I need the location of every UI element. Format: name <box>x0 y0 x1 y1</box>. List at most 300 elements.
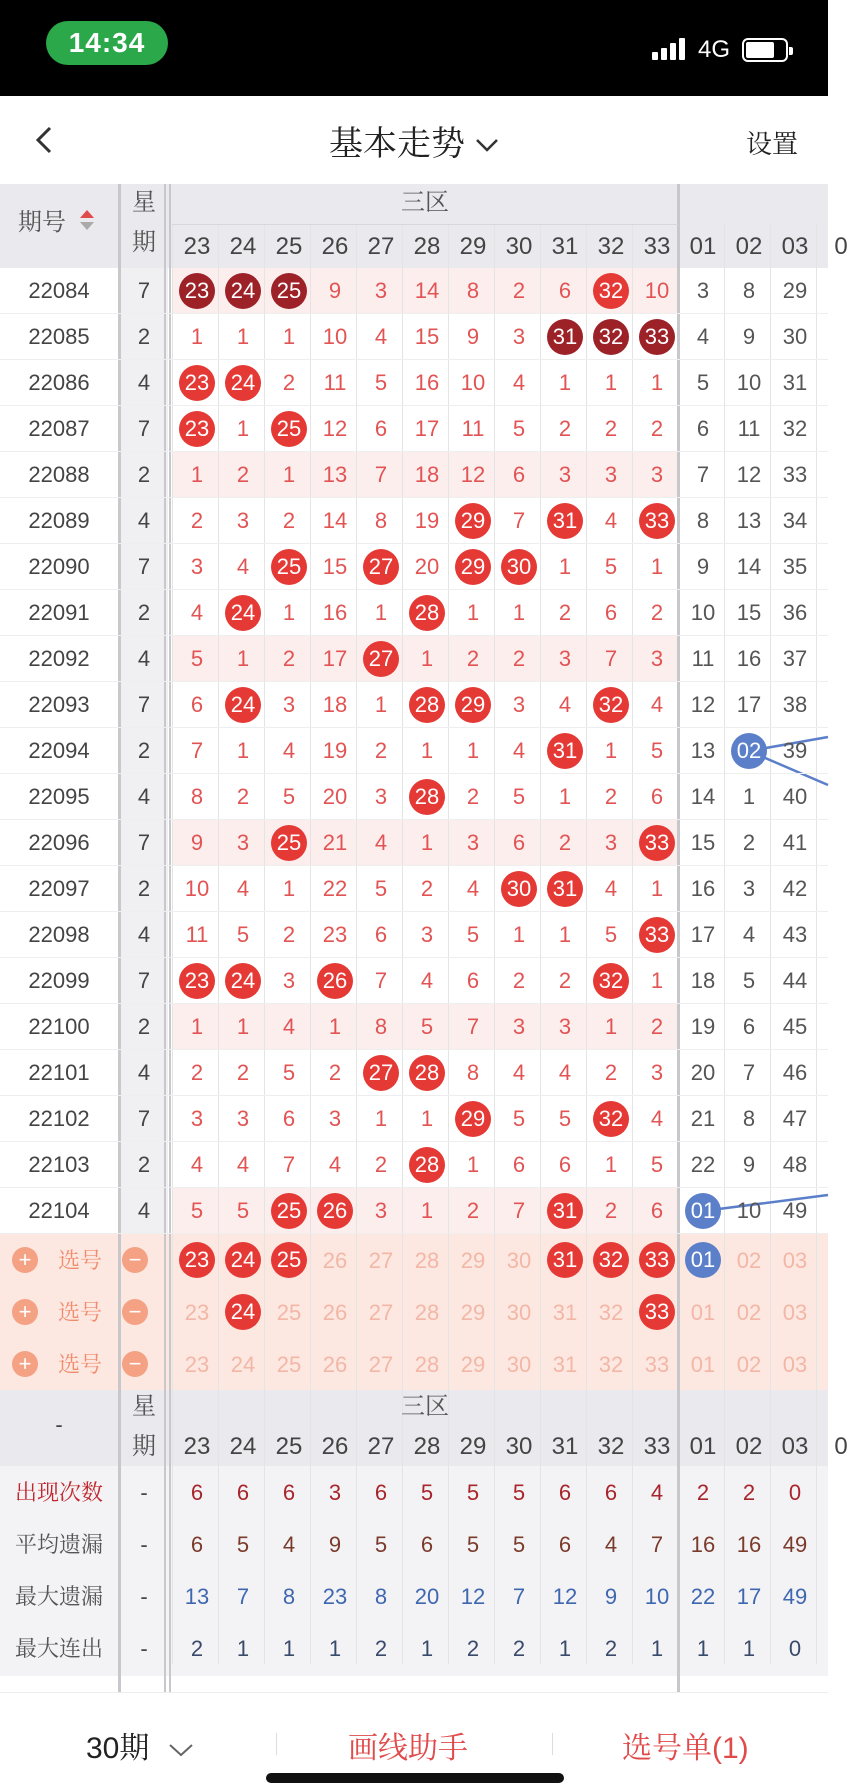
selected-ball[interactable]: 24 <box>225 1294 261 1330</box>
stats-value: 16 <box>690 1532 716 1557</box>
miss-count: 3 <box>190 554 204 579</box>
miss-count: 1 <box>650 876 664 901</box>
hit-ball[interactable]: 23 <box>179 365 215 401</box>
miss-count: 1 <box>190 462 204 487</box>
zone-col-header: 33 <box>643 233 671 260</box>
hit-ball[interactable]: 25 <box>271 411 307 447</box>
blue-miss-count: 9 <box>742 324 756 349</box>
hit-ball[interactable]: 31 <box>547 1193 583 1229</box>
miss-count: 9 <box>466 324 480 349</box>
blue-miss-count: 9 <box>696 554 710 579</box>
miss-count: 4 <box>328 1152 342 1177</box>
unselected-number[interactable]: 03 <box>782 1248 808 1273</box>
stats-dash: - <box>140 1636 148 1661</box>
miss-count: 4 <box>466 876 480 901</box>
miss-count: 6 <box>558 1152 572 1177</box>
zone-col-header: 29 <box>459 1433 487 1460</box>
stats-value: 1 <box>282 1636 296 1661</box>
miss-count: 1 <box>328 1014 342 1039</box>
unselected-number[interactable]: 30 <box>506 1248 532 1273</box>
miss-count: 2 <box>466 646 480 671</box>
hit-ball[interactable]: 33 <box>639 319 675 355</box>
weekday-cell: 7 <box>137 416 151 441</box>
miss-count: 4 <box>374 830 388 855</box>
miss-count: 8 <box>374 1014 388 1039</box>
miss-count: 3 <box>512 692 526 717</box>
stats-dash: - <box>140 1584 148 1609</box>
hit-ball[interactable]: 32 <box>593 319 629 355</box>
status-bar <box>0 0 828 96</box>
miss-count: 23 <box>322 922 348 947</box>
zone-col-header: 26 <box>321 233 349 260</box>
hit-ball[interactable]: 29 <box>455 1101 491 1137</box>
blue-col-header: 0 <box>834 233 848 260</box>
hit-ball[interactable]: 27 <box>363 549 399 585</box>
zone-col-header: 32 <box>597 1433 625 1460</box>
miss-count: 2 <box>558 830 572 855</box>
unselected-number[interactable]: 32 <box>598 1300 624 1325</box>
hit-ball[interactable]: 31 <box>547 871 583 907</box>
miss-count: 1 <box>282 600 296 625</box>
unselected-number[interactable]: 31 <box>552 1352 578 1377</box>
trend-table[interactable] <box>0 184 848 1692</box>
period-cell: 22097 <box>28 876 90 901</box>
weekday-cell: 2 <box>137 324 151 349</box>
network-type: 4G <box>698 36 731 63</box>
stats-value: 1 <box>236 1636 250 1661</box>
period-count-label: 30期 <box>86 1732 150 1765</box>
unselected-number[interactable]: 01 <box>690 1300 716 1325</box>
miss-count: 19 <box>322 738 348 763</box>
stats-value: 12 <box>552 1584 578 1609</box>
blue-miss-count: 14 <box>736 554 762 579</box>
stats-value: 1 <box>558 1636 572 1661</box>
miss-count: 7 <box>282 1152 296 1177</box>
remove-icon[interactable]: − <box>122 1299 148 1325</box>
miss-count: 22 <box>322 876 348 901</box>
hit-ball[interactable]: 33 <box>639 917 675 953</box>
page-title[interactable] <box>0 116 828 165</box>
miss-count: 2 <box>650 1014 664 1039</box>
selected-ball[interactable]: 33 <box>639 1294 675 1330</box>
unselected-number[interactable]: 02 <box>736 1352 762 1377</box>
miss-count: 1 <box>604 370 618 395</box>
weekday-header-line1: 星 <box>132 1393 156 1420</box>
selected-ball[interactable]: 33 <box>639 1242 675 1278</box>
remove-icon[interactable]: − <box>122 1247 148 1273</box>
unselected-number[interactable]: 26 <box>322 1300 348 1325</box>
blue-col-header: 01 <box>689 1433 717 1460</box>
miss-count: 4 <box>558 692 572 717</box>
miss-count: 6 <box>604 600 618 625</box>
blue-miss-count: 18 <box>690 968 716 993</box>
miss-count: 10 <box>184 876 210 901</box>
blue-miss-count: 10 <box>736 370 762 395</box>
miss-count: 3 <box>374 1198 388 1223</box>
miss-count: 3 <box>558 462 572 487</box>
unselected-number[interactable]: 25 <box>276 1352 302 1377</box>
unselected-number[interactable]: 27 <box>368 1352 394 1377</box>
miss-count: 1 <box>420 1106 434 1131</box>
hit-ball[interactable]: 32 <box>593 963 629 999</box>
draw-helper-button[interactable]: 画线助手 <box>348 1732 468 1765</box>
unselected-number[interactable]: 02 <box>736 1300 762 1325</box>
blue-miss-count: 6 <box>696 416 710 441</box>
period-cell: 22098 <box>28 922 90 947</box>
miss-count: 3 <box>190 1106 204 1131</box>
miss-count: 2 <box>650 416 664 441</box>
add-icon[interactable]: + <box>12 1351 38 1377</box>
miss-count: 2 <box>190 1060 204 1085</box>
miss-count: 3 <box>650 462 664 487</box>
period-cell: 22090 <box>28 554 90 579</box>
pick-list-button[interactable]: 选号单(1) <box>622 1732 749 1765</box>
miss-count: 16 <box>414 370 440 395</box>
miss-count: 4 <box>512 738 526 763</box>
weekday-cell: 4 <box>137 784 151 809</box>
miss-count: 10 <box>322 324 348 349</box>
stats-value: 1 <box>420 1636 434 1661</box>
hit-ball[interactable]: 23 <box>179 411 215 447</box>
blue-miss-count: 37 <box>782 646 808 671</box>
stats-value: 6 <box>420 1532 434 1557</box>
miss-count: 2 <box>512 968 526 993</box>
hit-ball[interactable]: 32 <box>593 273 629 309</box>
unselected-number[interactable]: 01 <box>690 1352 716 1377</box>
selected-ball[interactable]: 32 <box>593 1242 629 1278</box>
zone-col-header: 31 <box>551 1433 579 1460</box>
weekday-cell: 7 <box>137 278 151 303</box>
blue-miss-count: 1 <box>742 784 756 809</box>
miss-count: 4 <box>604 876 618 901</box>
selected-ball[interactable]: 23 <box>179 1242 215 1278</box>
selected-ball[interactable]: 31 <box>547 1242 583 1278</box>
blue-miss-count: 35 <box>782 554 808 579</box>
hit-ball[interactable]: 25 <box>271 1193 307 1229</box>
unselected-number[interactable]: 29 <box>460 1352 486 1377</box>
add-icon[interactable]: + <box>12 1247 38 1273</box>
zone-col-header: 30 <box>505 233 533 260</box>
signal-bar-icon <box>652 52 658 60</box>
miss-count: 7 <box>190 738 204 763</box>
hit-ball[interactable]: 23 <box>179 273 215 309</box>
select-label[interactable]: 选号 <box>57 1352 102 1377</box>
miss-count: 3 <box>558 646 572 671</box>
period-cell: 22092 <box>28 646 90 671</box>
miss-count: 5 <box>190 646 204 671</box>
stats-value: 6 <box>374 1480 388 1505</box>
unselected-number[interactable]: 23 <box>184 1300 210 1325</box>
miss-count: 10 <box>460 370 486 395</box>
miss-count: 3 <box>236 830 250 855</box>
miss-count: 5 <box>604 554 618 579</box>
hit-ball[interactable]: 29 <box>455 549 491 585</box>
miss-count: 1 <box>374 692 388 717</box>
miss-count: 1 <box>282 876 296 901</box>
blue-miss-count: 6 <box>742 1014 756 1039</box>
blue-miss-count: 34 <box>782 508 808 533</box>
miss-count: 7 <box>512 1198 526 1223</box>
blue-miss-count: 10 <box>736 1198 762 1223</box>
blue-miss-count: 43 <box>782 922 808 947</box>
blue-miss-count: 12 <box>736 462 762 487</box>
hit-ball[interactable]: 31 <box>547 503 583 539</box>
weekday-cell: 2 <box>137 600 151 625</box>
unselected-number[interactable]: 27 <box>368 1248 394 1273</box>
stats-value: 2 <box>742 1480 756 1505</box>
blue-miss-count: 13 <box>690 738 716 763</box>
miss-count: 1 <box>650 968 664 993</box>
unselected-number[interactable]: 28 <box>414 1248 440 1273</box>
stats-value: 8 <box>282 1584 296 1609</box>
stats-value: 5 <box>466 1480 480 1505</box>
hit-ball[interactable]: 28 <box>409 1055 445 1091</box>
miss-count: 6 <box>282 1106 296 1131</box>
blue-miss-count: 15 <box>690 830 716 855</box>
hit-ball[interactable]: 32 <box>593 1101 629 1137</box>
hit-ball[interactable]: 31 <box>547 733 583 769</box>
miss-count: 6 <box>512 462 526 487</box>
hit-ball[interactable]: 24 <box>225 595 261 631</box>
battery-icon <box>742 38 788 62</box>
weekday-cell: 7 <box>137 692 151 717</box>
nav-bar <box>0 96 828 184</box>
unselected-number[interactable]: 31 <box>552 1300 578 1325</box>
unselected-number[interactable]: 26 <box>322 1248 348 1273</box>
hit-ball[interactable]: 28 <box>409 687 445 723</box>
weekday-cell: 7 <box>137 554 151 579</box>
unselected-number[interactable]: 26 <box>322 1352 348 1377</box>
hit-ball[interactable]: 28 <box>409 1147 445 1183</box>
unselected-number[interactable]: 23 <box>184 1352 210 1377</box>
miss-count: 5 <box>374 370 388 395</box>
blue-miss-count: 5 <box>742 968 756 993</box>
miss-count: 3 <box>282 692 296 717</box>
period-count-selector[interactable] <box>86 1723 194 1767</box>
bottom-bar <box>0 1692 828 1792</box>
unselected-number[interactable]: 29 <box>460 1248 486 1273</box>
blue-col-header: 01 <box>689 233 717 260</box>
miss-count: 3 <box>374 278 388 303</box>
hit-ball[interactable]: 30 <box>501 549 537 585</box>
miss-count: 3 <box>466 830 480 855</box>
miss-count: 1 <box>650 370 664 395</box>
miss-count: 8 <box>466 278 480 303</box>
hit-ball[interactable]: 23 <box>179 963 215 999</box>
blue-miss-count: 39 <box>782 738 808 763</box>
miss-count: 17 <box>322 646 348 671</box>
miss-count: 1 <box>236 1014 250 1039</box>
miss-count: 1 <box>282 462 296 487</box>
miss-count: 5 <box>190 1198 204 1223</box>
period-cell: 22088 <box>28 462 90 487</box>
weekday-cell: 2 <box>137 1152 151 1177</box>
unselected-number[interactable]: 24 <box>230 1352 256 1377</box>
miss-count: 5 <box>236 1198 250 1223</box>
miss-count: 4 <box>236 1152 250 1177</box>
miss-count: 1 <box>236 324 250 349</box>
hit-ball[interactable]: 25 <box>271 549 307 585</box>
blue-miss-count: 49 <box>782 1198 808 1223</box>
blue-hit-ball[interactable]: 02 <box>731 733 767 769</box>
unselected-number[interactable]: 28 <box>414 1352 440 1377</box>
miss-count: 9 <box>328 278 342 303</box>
blue-miss-count: 4 <box>742 922 756 947</box>
miss-count: 19 <box>414 508 440 533</box>
blue-miss-count: 31 <box>782 370 808 395</box>
unselected-number[interactable]: 30 <box>506 1300 532 1325</box>
hit-ball[interactable]: 29 <box>455 503 491 539</box>
miss-count: 2 <box>420 876 434 901</box>
unselected-number[interactable]: 25 <box>276 1300 302 1325</box>
miss-count: 2 <box>604 784 618 809</box>
miss-count: 1 <box>650 554 664 579</box>
miss-count: 2 <box>282 646 296 671</box>
stats-value: 8 <box>374 1584 388 1609</box>
hit-ball[interactable]: 33 <box>639 503 675 539</box>
blue-miss-count: 3 <box>696 278 710 303</box>
hit-ball[interactable]: 25 <box>271 825 307 861</box>
remove-icon[interactable]: − <box>122 1351 148 1377</box>
stats-value: 6 <box>604 1480 618 1505</box>
weekday-cell: 2 <box>137 1014 151 1039</box>
weekday-cell: 4 <box>137 646 151 671</box>
hit-ball[interactable]: 33 <box>639 825 675 861</box>
selected-blue-ball[interactable]: 01 <box>685 1242 721 1278</box>
signal-bar-icon <box>679 38 685 60</box>
miss-count: 2 <box>282 508 296 533</box>
blue-miss-count: 17 <box>690 922 716 947</box>
miss-count: 6 <box>512 1152 526 1177</box>
miss-count: 1 <box>190 324 204 349</box>
hit-ball[interactable]: 24 <box>225 687 261 723</box>
period-cell: 22094 <box>28 738 90 763</box>
stats-value: 1 <box>742 1636 756 1661</box>
miss-count: 1 <box>236 646 250 671</box>
hit-ball[interactable]: 30 <box>501 871 537 907</box>
hit-ball[interactable]: 31 <box>547 319 583 355</box>
stats-label: 最大遗漏 <box>14 1584 103 1609</box>
hit-ball[interactable]: 26 <box>317 1193 353 1229</box>
stats-value: 1 <box>650 1636 664 1661</box>
unselected-number[interactable]: 27 <box>368 1300 394 1325</box>
weekday-cell: 4 <box>137 1198 151 1223</box>
unselected-number[interactable]: 02 <box>736 1248 762 1273</box>
hit-ball[interactable]: 27 <box>363 641 399 677</box>
stats-value: 10 <box>644 1584 670 1609</box>
period-cell: 22091 <box>28 600 90 625</box>
miss-count: 1 <box>420 830 434 855</box>
select-label[interactable]: 选号 <box>57 1248 102 1273</box>
miss-count: 3 <box>420 922 434 947</box>
miss-count: 17 <box>414 416 440 441</box>
hit-ball[interactable]: 25 <box>271 273 307 309</box>
unselected-number[interactable]: 33 <box>644 1352 670 1377</box>
miss-count: 4 <box>512 370 526 395</box>
hit-ball[interactable]: 29 <box>455 687 491 723</box>
unselected-number[interactable]: 03 <box>782 1352 808 1377</box>
select-label[interactable]: 选号 <box>57 1300 102 1325</box>
stats-value: 7 <box>512 1584 526 1609</box>
miss-count: 5 <box>512 1106 526 1131</box>
miss-count: 6 <box>650 1198 664 1223</box>
stats-value: 17 <box>736 1584 762 1609</box>
period-cell: 22104 <box>28 1198 90 1223</box>
unselected-number[interactable]: 03 <box>782 1300 808 1325</box>
miss-count: 4 <box>650 1106 664 1131</box>
blue-miss-count: 30 <box>782 324 808 349</box>
blue-miss-count: 14 <box>690 784 716 809</box>
miss-count: 1 <box>190 1014 204 1039</box>
miss-count: 20 <box>414 554 440 579</box>
hit-ball[interactable]: 28 <box>409 595 445 631</box>
miss-count: 6 <box>558 278 572 303</box>
blue-hit-ball[interactable]: 01 <box>685 1193 721 1229</box>
miss-count: 1 <box>558 370 572 395</box>
blue-miss-count: 33 <box>782 462 808 487</box>
miss-count: 1 <box>558 554 572 579</box>
blue-col-header: 02 <box>735 1433 763 1460</box>
unselected-number[interactable]: 29 <box>460 1300 486 1325</box>
row-divider <box>0 1233 828 1234</box>
miss-count: 6 <box>190 692 204 717</box>
hit-ball[interactable]: 24 <box>225 273 261 309</box>
miss-count: 6 <box>374 922 388 947</box>
blue-miss-count: 44 <box>782 968 808 993</box>
unselected-number[interactable]: 28 <box>414 1300 440 1325</box>
selected-ball[interactable]: 25 <box>271 1242 307 1278</box>
miss-count: 12 <box>460 462 486 487</box>
zone-col-header: 25 <box>275 233 303 260</box>
unselected-number[interactable]: 32 <box>598 1352 624 1377</box>
miss-count: 2 <box>236 462 250 487</box>
selected-ball[interactable]: 24 <box>225 1242 261 1278</box>
zone-header: 三区 <box>401 189 449 216</box>
miss-count: 2 <box>374 1152 388 1177</box>
miss-count: 5 <box>420 1014 434 1039</box>
miss-count: 2 <box>558 416 572 441</box>
hit-ball[interactable]: 27 <box>363 1055 399 1091</box>
miss-count: 3 <box>650 646 664 671</box>
period-cell: 22101 <box>28 1060 90 1085</box>
miss-count: 9 <box>190 830 204 855</box>
miss-count: 1 <box>374 600 388 625</box>
miss-count: 7 <box>374 462 388 487</box>
hit-ball[interactable]: 24 <box>225 963 261 999</box>
hit-ball[interactable]: 24 <box>225 365 261 401</box>
hit-ball[interactable]: 32 <box>593 687 629 723</box>
period-cell: 22102 <box>28 1106 90 1131</box>
miss-count: 6 <box>466 968 480 993</box>
period-cell: 22084 <box>28 278 90 303</box>
settings-button[interactable]: 设置 <box>745 129 798 159</box>
blue-miss-count: 38 <box>782 692 808 717</box>
miss-count: 4 <box>190 1152 204 1177</box>
miss-count: 1 <box>558 784 572 809</box>
miss-count: 3 <box>604 462 618 487</box>
hit-ball[interactable]: 26 <box>317 963 353 999</box>
miss-count: 4 <box>374 324 388 349</box>
stats-value: 5 <box>512 1532 526 1557</box>
add-icon[interactable]: + <box>12 1299 38 1325</box>
miss-count: 1 <box>374 1106 388 1131</box>
hit-ball[interactable]: 28 <box>409 779 445 815</box>
period-cell: 22093 <box>28 692 90 717</box>
miss-count: 2 <box>604 416 618 441</box>
unselected-number[interactable]: 30 <box>506 1352 532 1377</box>
period-header[interactable]: 期号 <box>18 209 66 236</box>
stats-value: 0 <box>788 1480 802 1505</box>
